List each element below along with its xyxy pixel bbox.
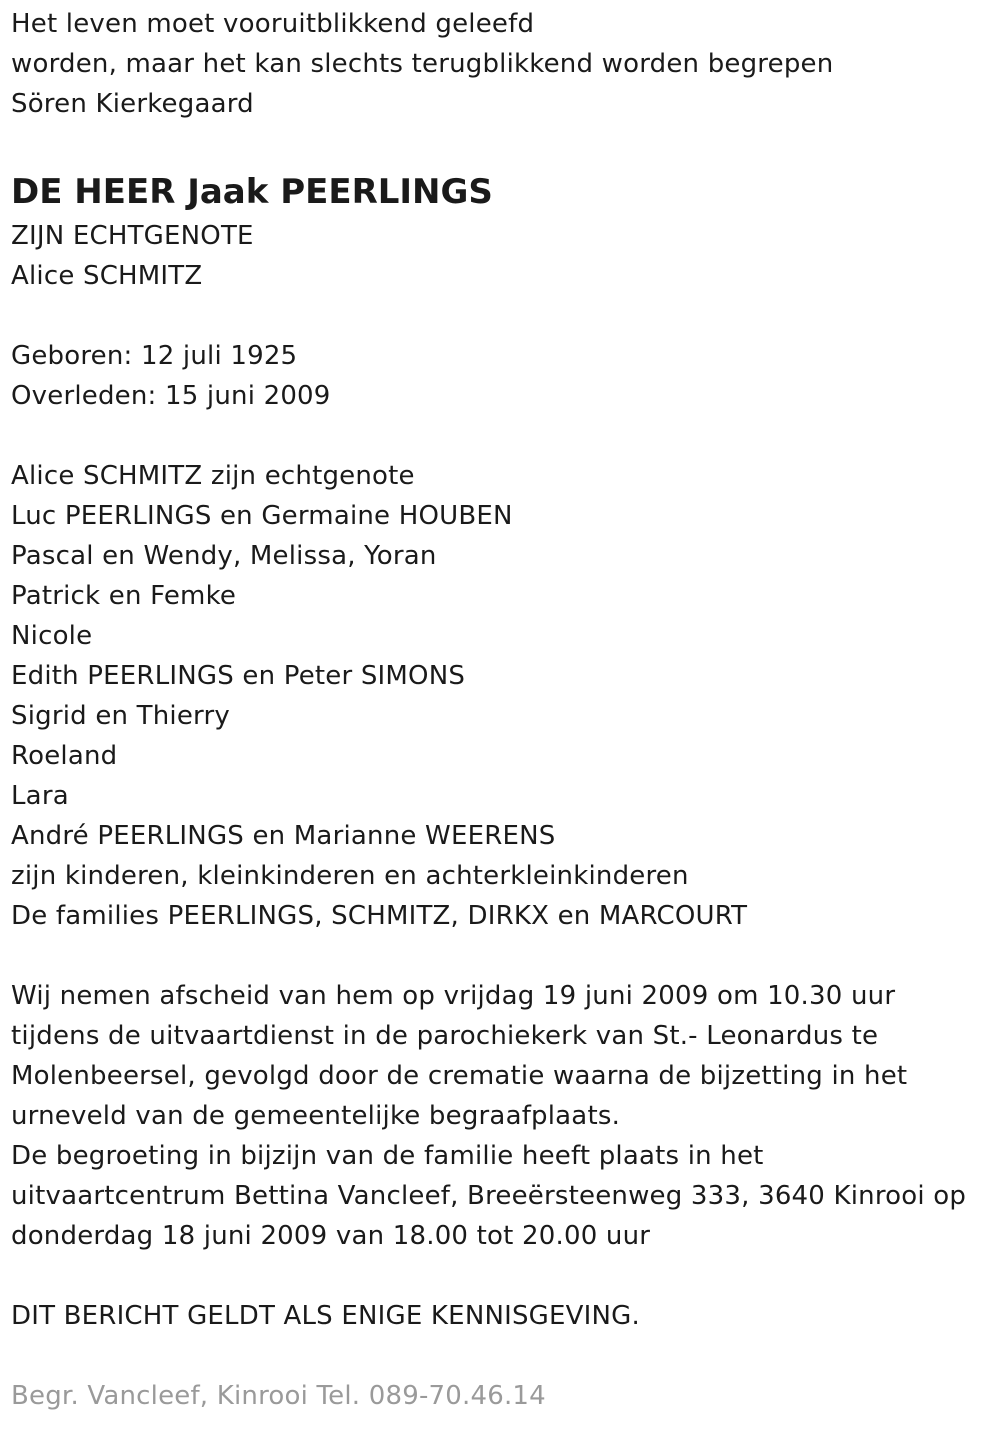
spacer xyxy=(11,296,991,336)
family-line: De families PEERLINGS, SCHMITZ, DIRKX en MARCOURT xyxy=(11,901,748,931)
birth-date: Geboren: 12 juli 1925 xyxy=(11,341,298,371)
spacer xyxy=(11,1256,991,1296)
dates-block xyxy=(11,336,991,416)
notice-statement: DIT BERICHT GELDT ALS ENIGE KENNISGEVING. xyxy=(11,1301,640,1331)
deceased-block xyxy=(11,168,991,296)
ceremony-line: urneveld van de gemeentelijke begraafplaats. xyxy=(11,1101,621,1131)
family-line: Pascal en Wendy, Melissa, Yoran xyxy=(11,541,437,571)
funeral-home-footer: Begr. Vancleef, Kinrooi Tel. 089-70.46.14 xyxy=(11,1381,546,1411)
quote-line-1: Het leven moet vooruitblikkend geleefd xyxy=(11,9,535,39)
ceremony-line: tijdens de uitvaartdienst in de parochiekerk van St.- Leonardus te xyxy=(11,1021,879,1051)
family-line: André PEERLINGS en Marianne WEERENS xyxy=(11,821,556,851)
ceremony-line: donderdag 18 juni 2009 van 18.00 tot 20.00 uur xyxy=(11,1221,651,1251)
spacer xyxy=(11,124,991,164)
ceremony-line: De begroeting in bijzijn van de familie heeft plaats in het xyxy=(11,1141,764,1171)
deceased-name: DE HEER Jaak PEERLINGS xyxy=(11,172,493,212)
obituary-notice xyxy=(11,4,991,1416)
family-line: Alice SCHMITZ zijn echtgenote xyxy=(11,461,415,491)
spouse-label: ZIJN ECHTGENOTE xyxy=(11,221,254,251)
family-line: Sigrid en Thierry xyxy=(11,701,230,731)
family-line: zijn kinderen, kleinkinderen en achterkleinkinderen xyxy=(11,861,689,891)
spouse-name: Alice SCHMITZ xyxy=(11,261,203,291)
spacer xyxy=(11,416,991,456)
family-list xyxy=(11,456,991,936)
death-date: Overleden: 15 juni 2009 xyxy=(11,381,331,411)
family-line: Patrick en Femke xyxy=(11,581,237,611)
family-line: Luc PEERLINGS en Germaine HOUBEN xyxy=(11,501,513,531)
quote-author: Sören Kierkegaard xyxy=(11,89,254,119)
family-line: Edith PEERLINGS en Peter SIMONS xyxy=(11,661,466,691)
spacer xyxy=(11,936,991,976)
quote-block xyxy=(11,4,991,124)
family-line: Lara xyxy=(11,781,69,811)
family-line: Nicole xyxy=(11,621,93,651)
ceremony-line: Molenbeersel, gevolgd door de crematie waarna de bijzetting in het xyxy=(11,1061,908,1091)
ceremony-line: Wij nemen afscheid van hem op vrijdag 19 juni 2009 om 10.30 uur xyxy=(11,981,896,1011)
family-line: Roeland xyxy=(11,741,118,771)
spacer xyxy=(11,1336,991,1376)
ceremony-details xyxy=(11,976,991,1256)
ceremony-line: uitvaartcentrum Bettina Vancleef, Breeërsteenweg 333, 3640 Kinrooi op xyxy=(11,1181,967,1211)
quote-line-2: worden, maar het kan slechts terugblikkend worden begrepen xyxy=(11,49,834,79)
